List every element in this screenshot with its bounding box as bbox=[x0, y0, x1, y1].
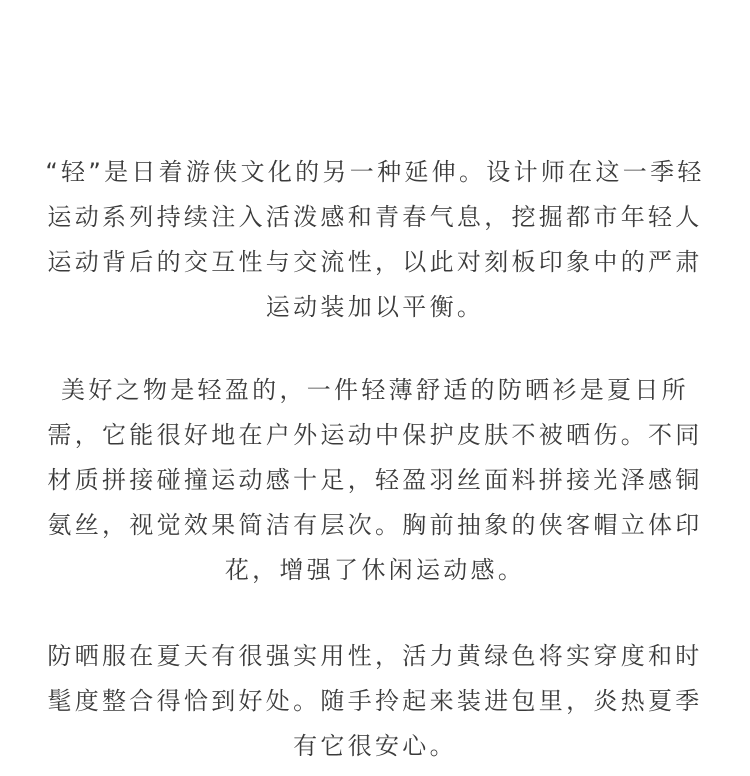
paragraph-line: 美好之物是轻盈的，一件轻薄舒适的防晒衫是夏日所 bbox=[61, 376, 689, 404]
paragraph-line: 髦度整合得恰到好处。随手拎起来装进包里，炎热夏季 bbox=[47, 687, 703, 715]
paragraph-line: 花，增强了休闲运动感。 bbox=[224, 556, 526, 584]
paragraph-line: 有它很安心。 bbox=[293, 732, 457, 760]
paragraph-line: “轻”是日着游侠文化的另一种延伸。设计师在这一季轻 bbox=[45, 158, 705, 186]
paragraph-line: 氨丝，视觉效果简洁有层次。胸前抽象的侠客帽立体印 bbox=[47, 511, 703, 539]
paragraph-3 bbox=[0, 634, 750, 769]
paragraph-line: 运动系列持续注入活泼感和青春气息，挖掘都市年轻人 bbox=[47, 203, 703, 231]
paragraph-1 bbox=[0, 150, 750, 330]
paragraph-2 bbox=[0, 368, 750, 593]
paragraph-line: 防晒服在夏天有很强实用性，活力黄绿色将实穿度和时 bbox=[47, 642, 703, 670]
paragraph-line: 运动装加以平衡。 bbox=[265, 293, 485, 321]
paragraph-line: 需，它能很好地在户外运动中保护皮肤不被晒伤。不同 bbox=[47, 421, 703, 449]
paragraph-line: 材质拼接碰撞运动感十足，轻盈羽丝面料拼接光泽感铜 bbox=[47, 466, 703, 494]
paragraph-line: 运动背后的交互性与交流性，以此对刻板印象中的严肃 bbox=[47, 248, 703, 276]
